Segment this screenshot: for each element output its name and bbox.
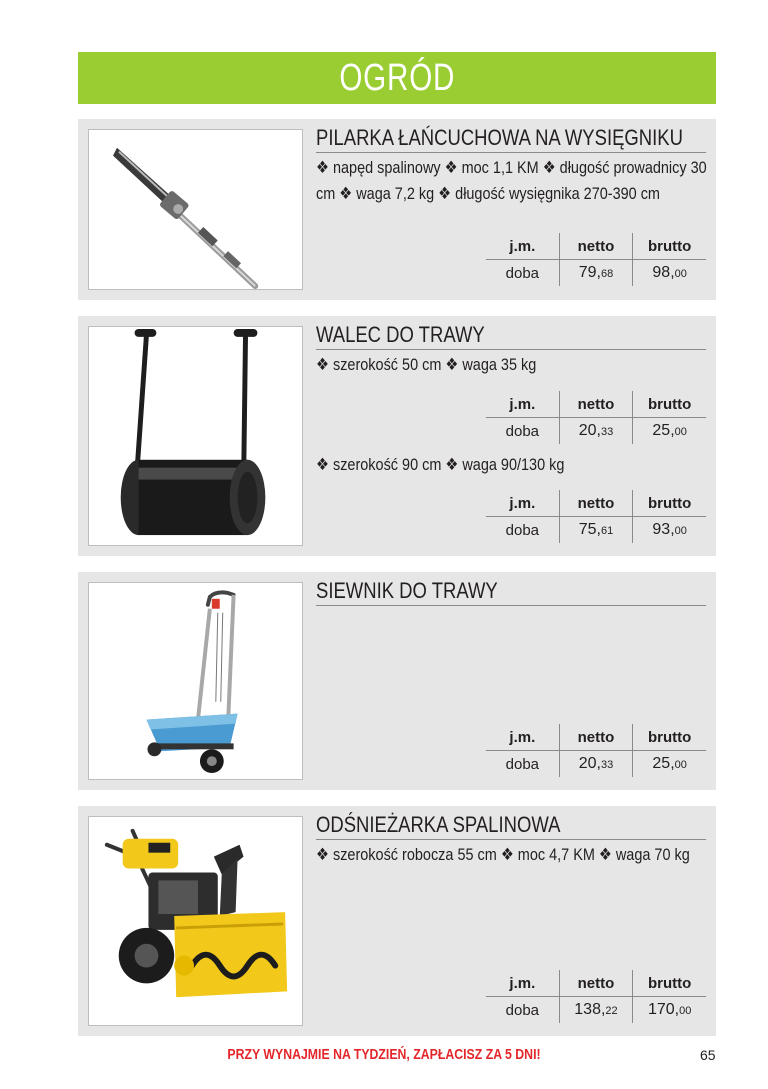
product-title: PILARKA ŁAŃCUCHOWA NA WYSIĘGNIKU (316, 125, 706, 153)
net-price: 138,22 (559, 997, 633, 1024)
product-description: ❖ szerokość robocza 55 cm ❖ moc 4,7 KM ❖ waga 70 kg (316, 845, 690, 864)
net-header: netto (559, 490, 633, 517)
grass-seeder-photo-icon (88, 582, 303, 780)
gross-header: brutto (633, 490, 706, 517)
snow-blower-photo-icon (88, 816, 303, 1026)
product-card-pole-chainsaw (78, 119, 716, 300)
price-table (486, 490, 706, 543)
price-table (486, 391, 706, 444)
product-card-grass-seeder (78, 572, 716, 790)
price-table (486, 724, 706, 777)
page-number: 65 (700, 1047, 716, 1063)
unit-value: doba (505, 521, 540, 539)
price-table (486, 233, 706, 286)
net-header: netto (559, 233, 633, 260)
net-price: 75,61 (559, 517, 633, 544)
gross-header: brutto (633, 970, 706, 997)
gross-price: 170,00 (633, 997, 706, 1024)
net-header: netto (559, 391, 633, 418)
gross-price: 25,00 (633, 751, 706, 778)
product-title: SIEWNIK DO TRAWY (316, 578, 706, 606)
product-title: ODŚNIEŻARKA SPALINOWA (316, 812, 706, 840)
unit-value: doba (505, 755, 540, 773)
net-price: 79,68 (559, 260, 633, 287)
section-title: OGRÓD (339, 56, 455, 99)
net-header: netto (559, 724, 633, 751)
gross-header: brutto (633, 391, 706, 418)
product-description: ❖ napęd spalinowy ❖ moc 1,1 KM ❖ długość prowadnicy 30 cm ❖ waga 7,2 kg ❖ długość wysięgnika 270-390 cm (316, 158, 707, 203)
pole-chainsaw-photo-icon (88, 129, 303, 290)
net-price: 20,33 (559, 418, 633, 445)
unit-header: j.m. (509, 728, 536, 746)
unit-value: doba (505, 1001, 540, 1019)
unit-header: j.m. (509, 974, 536, 992)
product-card-snow-blower (78, 806, 716, 1036)
price-table (486, 970, 706, 1023)
lawn-roller-photo-icon (88, 326, 303, 546)
net-header: netto (559, 970, 633, 997)
product-card-lawn-roller (78, 316, 716, 556)
gross-price: 25,00 (633, 418, 706, 445)
promo-footer (0, 1046, 768, 1063)
product-description: ❖ szerokość 50 cm ❖ waga 35 kg (316, 355, 537, 374)
gross-price: 93,00 (633, 517, 706, 544)
product-title: WALEC DO TRAWY (316, 322, 706, 350)
promo-text: PRZY WYNAJMIE NA TYDZIEŃ, ZAPŁACISZ ZA 5 DNI! (227, 1046, 541, 1063)
net-price: 20,33 (559, 751, 633, 778)
unit-header: j.m. (509, 494, 536, 512)
unit-value: doba (505, 422, 540, 440)
section-banner (78, 52, 716, 104)
unit-value: doba (505, 264, 540, 282)
unit-header: j.m. (509, 395, 536, 413)
gross-header: brutto (633, 233, 706, 260)
gross-header: brutto (633, 724, 706, 751)
product-description: ❖ szerokość 90 cm ❖ waga 90/130 kg (316, 455, 565, 474)
gross-price: 98,00 (633, 260, 706, 287)
unit-header: j.m. (509, 237, 536, 255)
